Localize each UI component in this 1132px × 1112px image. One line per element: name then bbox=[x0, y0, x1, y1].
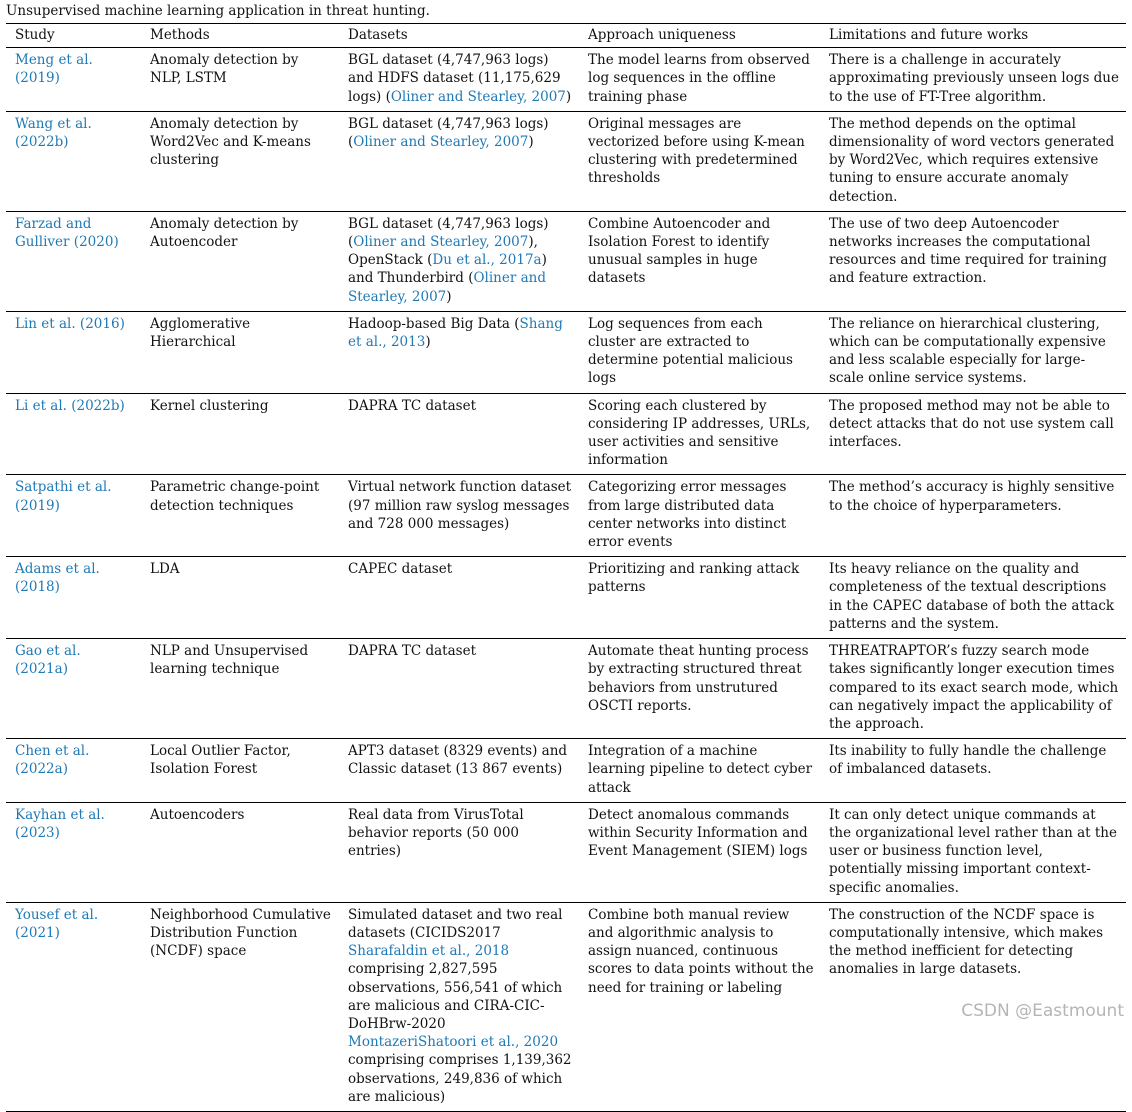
table-row bbox=[6, 639, 1126, 739]
methods-cell: Kernel clustering bbox=[141, 393, 339, 475]
approach-cell: Combine both manual review and algorithmic analysis to assign nuanced, continuous scores to data points without the need for training or labeling bbox=[579, 902, 820, 1111]
methods-cell: Anomaly detection by Autoencoder bbox=[141, 211, 339, 311]
limitations-cell: Its inability to fully handle the challenge of imbalanced datasets. bbox=[820, 739, 1126, 803]
table-row bbox=[6, 311, 1126, 393]
table-row bbox=[6, 48, 1126, 112]
study-citation-link[interactable]: Yousef et al. (2021) bbox=[15, 906, 99, 941]
dataset-citation-link[interactable]: Sharafaldin et al., 2018 bbox=[348, 943, 510, 960]
study-cell bbox=[6, 393, 141, 475]
study-cell bbox=[6, 475, 141, 557]
approach-cell: Categorizing error messages from large distributed data center networks into distinct error events bbox=[579, 475, 820, 557]
datasets-cell: DAPRA TC dataset bbox=[339, 393, 579, 475]
header-approach: Approach uniqueness bbox=[579, 24, 820, 48]
limitations-cell: The use of two deep Autoencoder networks increases the computational resources and time required for training and feature extraction. bbox=[820, 211, 1126, 311]
methods-cell: Anomaly detection by Word2Vec and K-means clustering bbox=[141, 111, 339, 211]
approach-cell: Automate theat hunting process by extracting structured threat behaviors from unstrutured OSCTI reports. bbox=[579, 639, 820, 739]
methods-cell: LDA bbox=[141, 557, 339, 639]
limitations-cell: The method’s accuracy is highly sensitive to the choice of hyperparameters. bbox=[820, 475, 1126, 557]
table-row bbox=[6, 902, 1126, 1111]
dataset-citation-link[interactable]: Oliner and Stearley, 2007 bbox=[348, 270, 546, 305]
study-cell bbox=[6, 48, 141, 112]
study-citation-link[interactable]: Adams et al. (2018) bbox=[15, 561, 100, 596]
limitations-cell: THREATRAPTOR’s fuzzy search mode takes significantly longer execution times compared to its exact search mode, which can negatively impact the applicability of the approach. bbox=[820, 639, 1126, 739]
table-header-row bbox=[6, 24, 1126, 48]
datasets-cell: Hadoop-based Big Data (Shang et al., 2013) bbox=[339, 311, 579, 393]
table-caption: Unsupervised machine learning application in threat hunting. bbox=[6, 3, 430, 19]
methods-cell: Neighborhood Cumulative Distribution Function (NCDF) space bbox=[141, 902, 339, 1111]
methods-cell: Local Outlier Factor, Isolation Forest bbox=[141, 739, 339, 803]
approach-cell: Original messages are vectorized before using K-mean clustering with predetermined thresholds bbox=[579, 111, 820, 211]
limitations-cell: There is a challenge in accurately approximating previously unseen logs due to the use of FT-Tree algorithm. bbox=[820, 48, 1126, 112]
table-row bbox=[6, 557, 1126, 639]
study-cell bbox=[6, 639, 141, 739]
datasets-cell: Real data from VirusTotal behavior reports (50 000 entries) bbox=[339, 802, 579, 902]
approach-cell: Combine Autoencoder and Isolation Forest to identify unusual samples in huge datasets bbox=[579, 211, 820, 311]
study-cell bbox=[6, 111, 141, 211]
limitations-cell: The method depends on the optimal dimensionality of word vectors generated by Word2Vec, which requires extensive tuning to ensure accurate anomaly detection. bbox=[820, 111, 1126, 211]
methods-cell: Anomaly detection by NLP, LSTM bbox=[141, 48, 339, 112]
table-row bbox=[6, 475, 1126, 557]
study-citation-link[interactable]: Gao et al. (2021a) bbox=[15, 643, 81, 678]
methods-cell: Agglomerative Hierarchical bbox=[141, 311, 339, 393]
table-row bbox=[6, 211, 1126, 311]
study-citation-link[interactable]: Li et al. (2022b) bbox=[15, 397, 125, 414]
methods-cell: Autoencoders bbox=[141, 802, 339, 902]
limitations-cell: The proposed method may not be able to detect attacks that do not use system call interfaces. bbox=[820, 393, 1126, 475]
study-citation-link[interactable]: Wang et al. (2022b) bbox=[15, 115, 92, 151]
approach-cell: Log sequences from each cluster are extracted to determine potential malicious logs bbox=[579, 311, 820, 393]
datasets-cell: BGL dataset (4,747,963 logs) (Oliner and Stearley, 2007) bbox=[339, 111, 579, 211]
study-citation-link[interactable]: Chen et al. (2022a) bbox=[15, 743, 90, 778]
approach-cell: Prioritizing and ranking attack patterns bbox=[579, 557, 820, 639]
approach-cell: The model learns from observed log sequences in the offline training phase bbox=[579, 48, 820, 112]
threat-hunting-table bbox=[6, 23, 1126, 1112]
study-cell bbox=[6, 557, 141, 639]
datasets-cell: Simulated dataset and two real datasets (CICIDS2017 Sharafaldin et al., 2018 comprising 2,827,595 observations, 556,541 of which are malicious and CIRA-CIC-DoHBrw-2020 MontazeriShatoori et al., 2020 comprising comprises 1,139,362 observations, 249,836 of which are malicious) bbox=[339, 902, 579, 1111]
header-methods: Methods bbox=[141, 24, 339, 48]
datasets-cell: DAPRA TC dataset bbox=[339, 639, 579, 739]
header-study: Study bbox=[6, 24, 141, 48]
study-citation-link[interactable]: Lin et al. (2016) bbox=[15, 315, 125, 332]
dataset-citation-link[interactable]: Oliner and Stearley, 2007 bbox=[353, 234, 529, 251]
table-row bbox=[6, 739, 1126, 803]
table-row bbox=[6, 802, 1126, 902]
dataset-citation-link[interactable]: Oliner and Stearley, 2007 bbox=[353, 134, 529, 151]
study-cell bbox=[6, 739, 141, 803]
datasets-cell: APT3 dataset (8329 events) and Classic dataset (13 867 events) bbox=[339, 739, 579, 803]
study-citation-link[interactable]: Satpathi et al. (2019) bbox=[15, 479, 112, 514]
watermark: CSDN @Eastmount bbox=[961, 1001, 1124, 1021]
approach-cell: Detect anomalous commands within Security Information and Event Management (SIEM) logs bbox=[579, 802, 820, 902]
study-citation-link[interactable]: Farzad and Gulliver (2020) bbox=[15, 215, 119, 251]
study-citation-link[interactable]: Meng et al. (2019) bbox=[15, 52, 93, 87]
table-row bbox=[6, 393, 1126, 475]
dataset-citation-link[interactable]: Oliner and Stearley, 2007 bbox=[390, 88, 566, 105]
table-row bbox=[6, 111, 1126, 211]
dataset-citation-link[interactable]: MontazeriShatoori et al., 2020 bbox=[348, 1034, 559, 1051]
dataset-citation-link[interactable]: Du et al., 2017a bbox=[432, 252, 542, 269]
dataset-citation-link[interactable]: Shang et al., 2013 bbox=[348, 315, 563, 351]
study-cell bbox=[6, 802, 141, 902]
study-citation-link[interactable]: Kayhan et al. (2023) bbox=[15, 806, 105, 841]
datasets-cell: Virtual network function dataset (97 million raw syslog messages and 728 000 messages) bbox=[339, 475, 579, 557]
limitations-cell: Its heavy reliance on the quality and completeness of the textual descriptions in the CAPEC database of both the attack patterns and the system. bbox=[820, 557, 1126, 639]
datasets-cell: BGL dataset (4,747,963 logs) (Oliner and Stearley, 2007), OpenStack (Du et al., 2017a) and Thunderbird (Oliner and Stearley, 2007) bbox=[339, 211, 579, 311]
limitations-cell: The reliance on hierarchical clustering, which can be computationally expensive and less scalable especially for large-scale online service systems. bbox=[820, 311, 1126, 393]
limitations-cell: It can only detect unique commands at the organizational level rather than at the user or business function level, potentially missing important context-specific anomalies. bbox=[820, 802, 1126, 902]
datasets-cell: CAPEC dataset bbox=[339, 557, 579, 639]
methods-cell: Parametric change-point detection techniques bbox=[141, 475, 339, 557]
study-cell bbox=[6, 902, 141, 1111]
methods-cell: NLP and Unsupervised learning technique bbox=[141, 639, 339, 739]
approach-cell: Scoring each clustered by considering IP addresses, URLs, user activities and sensitive information bbox=[579, 393, 820, 475]
study-cell bbox=[6, 211, 141, 311]
study-cell bbox=[6, 311, 141, 393]
header-datasets: Datasets bbox=[339, 24, 579, 48]
approach-cell: Integration of a machine learning pipeline to detect cyber attack bbox=[579, 739, 820, 803]
header-limitations: Limitations and future works bbox=[820, 24, 1126, 48]
limitations-cell: The construction of the NCDF space is computationally intensive, which makes the method inefficient for detecting anomalies in large datasets. bbox=[820, 902, 1126, 1111]
datasets-cell: BGL dataset (4,747,963 logs) and HDFS dataset (11,175,629 logs) (Oliner and Stearley, 2007) bbox=[339, 48, 579, 112]
